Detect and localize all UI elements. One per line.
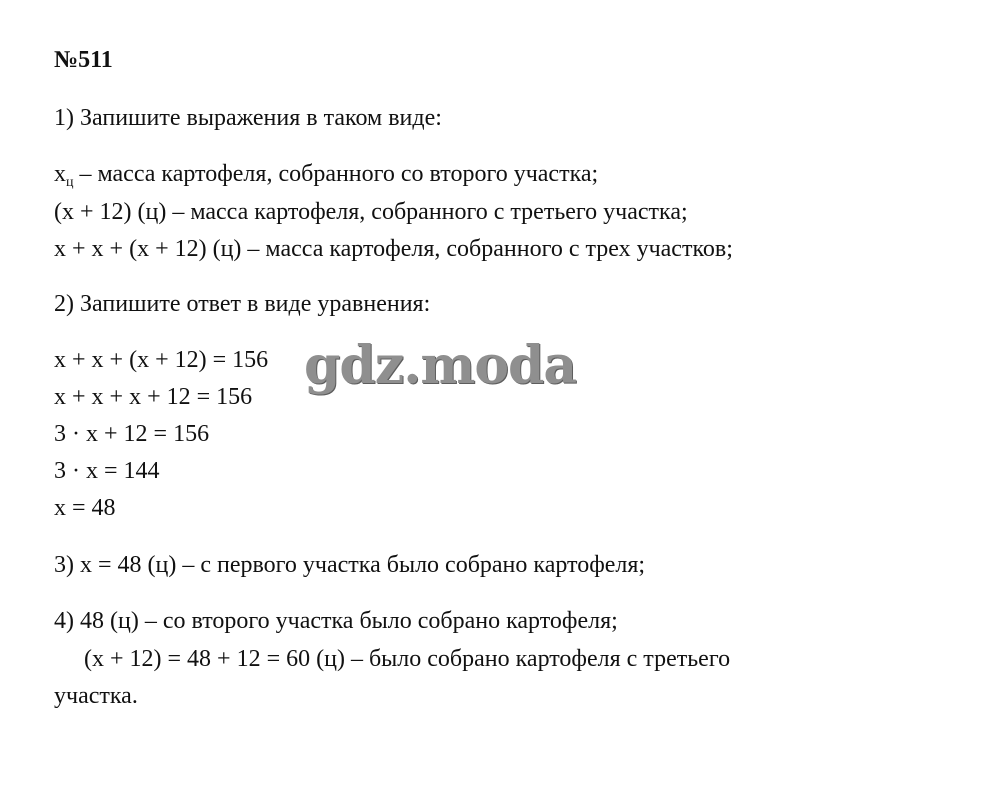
equation-3: 3 · x + 12 = 156 bbox=[54, 421, 210, 447]
step1-line2: (x + 12) (ц) – масса картофеля, собранного с третьего участка; bbox=[54, 199, 688, 225]
step4-line3: участка. bbox=[54, 683, 138, 709]
step1-heading: 1) Запишите выражения в таком виде: bbox=[54, 105, 442, 131]
step1-line3: x + x + (x + 12) (ц) – масса картофеля, собранного с трех участков; bbox=[54, 236, 733, 262]
watermark-logo: gdz.moda bbox=[304, 335, 577, 396]
step4-line2: (x + 12) = 48 + 12 = 60 (ц) – было собрано картофеля с третьего bbox=[84, 646, 731, 672]
variable-subscript: ц bbox=[66, 175, 74, 190]
equation-2: x + x + x + 12 = 156 bbox=[54, 384, 253, 410]
variable-x: x bbox=[54, 161, 66, 187]
equation-4: 3 · x = 144 bbox=[54, 458, 160, 484]
step3-text: 3) x = 48 (ц) – с первого участка было собрано картофеля; bbox=[54, 552, 646, 578]
step2-heading: 2) Запишите ответ в виде уравнения: bbox=[54, 291, 431, 317]
equation-1: x + x + (x + 12) = 156 bbox=[54, 347, 269, 373]
step1-line1 bbox=[54, 160, 598, 197]
step4-line1: 4) 48 (ц) – со второго участка было собрано картофеля; bbox=[54, 608, 618, 634]
step1-line1-text: – масса картофеля, собранного со второго участка; bbox=[73, 161, 599, 187]
problem-number: №511 bbox=[54, 47, 113, 73]
equation-5: x = 48 bbox=[54, 495, 116, 521]
